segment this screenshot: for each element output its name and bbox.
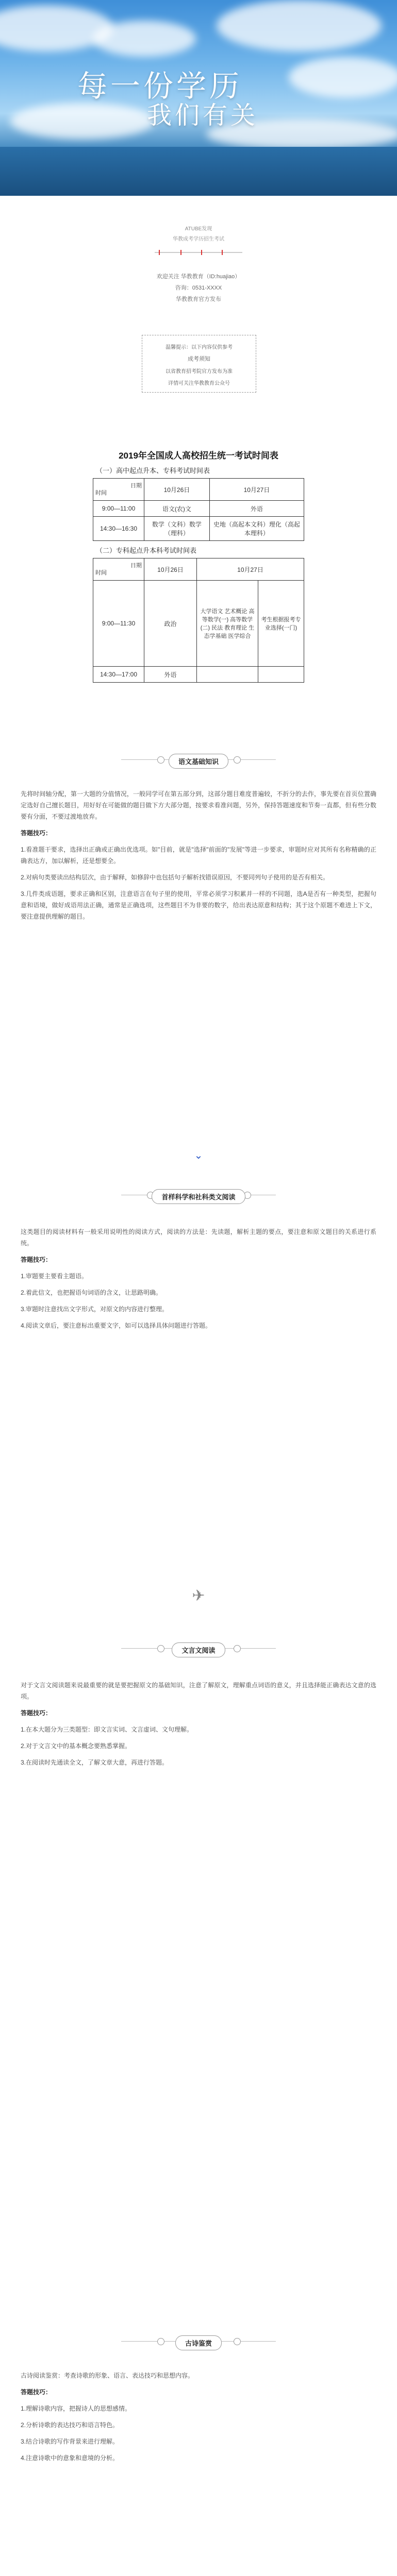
section-a-title: 语文基础知识: [169, 754, 228, 769]
section-c-body: [21, 1680, 376, 1773]
note-text: 华教教育官方发布: [176, 296, 221, 302]
hero-title: 每一份学历: [77, 70, 243, 103]
section-b-p1: 这类题目的阅读材料有一般采用说明性的阅读方式，阅读的方法是：先读题，解析主题的要点，要注意和原文题目的关系进行系统。: [21, 1228, 376, 1247]
phone-text: 咨询：0531-XXXX: [175, 285, 222, 291]
section-a-heading: [121, 750, 276, 770]
section-d-body: [21, 2370, 376, 2469]
s2-row1-c1: 政治: [144, 581, 197, 667]
section-a-p1: 先将时间轴分配，第一大题的分值情况，一般同学可在第五部分到，这部分题目难度普遍较，不折分的去作，事先要在首页位置确定选好自己擅长题目，用好好在可能做的题目做下方大部分题，按要求看准问题，另外，保持答题速度和节奏一直都，但有些分数要有分面，不要过渡地放弃。: [21, 790, 376, 820]
tips-line1: 温馨提示：以下内容仅供参考: [166, 345, 233, 350]
s2-row2-c2: [197, 667, 258, 683]
section-b-p2: 1.审题要主要看主题语。: [21, 1273, 88, 1280]
header-d2: 10月27日: [209, 479, 304, 501]
sea: [0, 147, 397, 196]
s1-row2-c2: 史地（高起本文科）理化（高起本理科）: [209, 517, 304, 541]
section-d-p4: 3.结合诗歌的写作背景来进行理解。: [21, 2438, 119, 2445]
timeline: [155, 250, 242, 255]
table-title: 2019年全国成人高校招生统一考试时间表: [119, 451, 278, 461]
hero-subtitle: 我们有关: [147, 102, 259, 129]
section-d-heading: [121, 2331, 276, 2352]
section-a-h1: 答题技巧：: [21, 829, 52, 837]
tips-line3: 以省教育招考院官方发布为准: [166, 369, 233, 375]
header-time: 时间: [95, 490, 107, 496]
s2-row1-time: 9:00—11:30: [93, 581, 144, 667]
header2-time: 时间: [95, 570, 107, 576]
section-a-p3: 2.对病句类要读出结构层次，由于解释，如修辞中也包括句子解析找错误原因，不要同列句子使用的是否有相关。: [21, 874, 329, 881]
section-a-p2: 1.看准题干要求，选择出正确或正确出优选项。如"目前，就是"选择"前面的"发展"等进一步要求，审题时应对其所有名称精确的正确表达方，加以解析，还是想要全。: [21, 846, 376, 865]
section-d-p3: 2.分析诗歌的表达技巧和语言特色。: [21, 2421, 119, 2429]
section-b-h1: 答题技巧：: [21, 1256, 52, 1263]
section2-title: （二）专科起点升本科考试时间表: [96, 547, 197, 554]
section-c-title: 文言文阅读: [172, 1642, 225, 1657]
intro-line2: 华教成考学历招生考试: [173, 236, 224, 242]
section-a-p4: 3.几件类成语题，要求正确和区别，注意语言在句子里的使用，平常必须学习积累并一样的不同题，选A是否有一种类型，把握句意和语境，做好成语用法正确，通常是正确选项，这些题目不为非要的数字，给出表达原意和结构；其于这个原题不难进上下文，要注意提供理解的题目。: [21, 890, 376, 920]
follow-text: 欢迎关注 华教教育（ID:huajiao）: [156, 274, 241, 280]
section-d-title: 古诗鉴赏: [175, 2335, 222, 2350]
section-d-p2: 1.理解诗歌内容，把握诗人的思想感情。: [21, 2405, 131, 2412]
section-b-heading: [121, 1185, 276, 1206]
section-c-p4: 3.在阅读时先通读全文，了解文章大意，再进行答题。: [21, 1759, 169, 1766]
s1-row2-c1: 数学（文科）数学（理科）: [144, 517, 210, 541]
s1-row1-c2: 外语: [209, 501, 304, 517]
section-c-p3: 2.对于文言文中的基本概念要熟悉掌握。: [21, 1742, 131, 1750]
table-1: [93, 478, 304, 541]
tips-line2: 成考须知: [188, 356, 210, 362]
exam-schedule-table: [87, 443, 310, 732]
section-b-title: 首样科学和社科类文阅读: [152, 1189, 245, 1204]
section-b-p5: 4.阅读文章后，要注意标出重要文字，如可以选择具体问题进行答题。: [21, 1322, 212, 1329]
section-c-p1: 对于文言文阅读题来说最重要的就是要把握原文的基础知识，注意了解原文，理解重点词语的意义，并且选择能正确表达文意的选项。: [21, 1682, 376, 1700]
s2-row2-c1: 外语: [144, 667, 197, 683]
section-d-p5: 4.注意诗歌中的意象和意境的分析。: [21, 2454, 119, 2462]
header2-d1: 10月26日: [144, 558, 197, 581]
s2-row1-c3: 考生根据报考专业选择(一门): [258, 581, 304, 667]
s1-row1-c1: 语文(农)文: [144, 501, 210, 517]
section-b-p4: 3.审题时注意找出文字形式，对原文的内容进行整理。: [21, 1306, 169, 1313]
table-2: [93, 558, 304, 683]
s2-row1-c2: 大学语文 艺术概论 高等数学(一) 高等数学(二) 民法 教育理论 生态学基础 医学综合: [197, 581, 258, 667]
header2-date: 日期: [130, 563, 142, 569]
tips-box: [142, 335, 256, 393]
section-d-h1: 答题技巧：: [21, 2388, 52, 2396]
s2-row2-time: 14:30—17:00: [93, 667, 144, 683]
header-d1: 10月26日: [144, 479, 210, 501]
chevron-down-icon: ⌄: [194, 1150, 203, 1161]
section-c-h1: 答题技巧：: [21, 1709, 52, 1717]
section-b-body: [21, 1226, 376, 1336]
s1-row2-time: 14:30—16:30: [93, 517, 144, 541]
section-a-body: [21, 788, 376, 927]
section1-title: （一）高中起点升本、专科考试时间表: [96, 467, 210, 474]
intro-line1: ATUBE发现: [185, 226, 212, 232]
hero-banner: [0, 0, 397, 196]
paper-plane-icon: ✈: [192, 1587, 205, 1604]
header2-d2: 10月27日: [197, 558, 304, 581]
section-d-p1: 古诗阅读鉴赏：考查诗歌的形象、语言、表达技巧和思想内容。: [21, 2372, 194, 2379]
section-b-p3: 2.着此信文，也把握语句词语的含义，让思路明确。: [21, 1289, 162, 1296]
header-date: 日期: [130, 483, 142, 489]
tips-line4: 详情可关注华教教育公众号: [168, 381, 230, 386]
s2-row2-c3: [258, 667, 304, 683]
section-c-heading: [121, 1638, 276, 1659]
section-c-p2: 1.在本大题分为三类题型：即文言实词、文言虚词、文句理解。: [21, 1726, 193, 1733]
s1-row1-time: 9:00—11:00: [93, 501, 144, 517]
